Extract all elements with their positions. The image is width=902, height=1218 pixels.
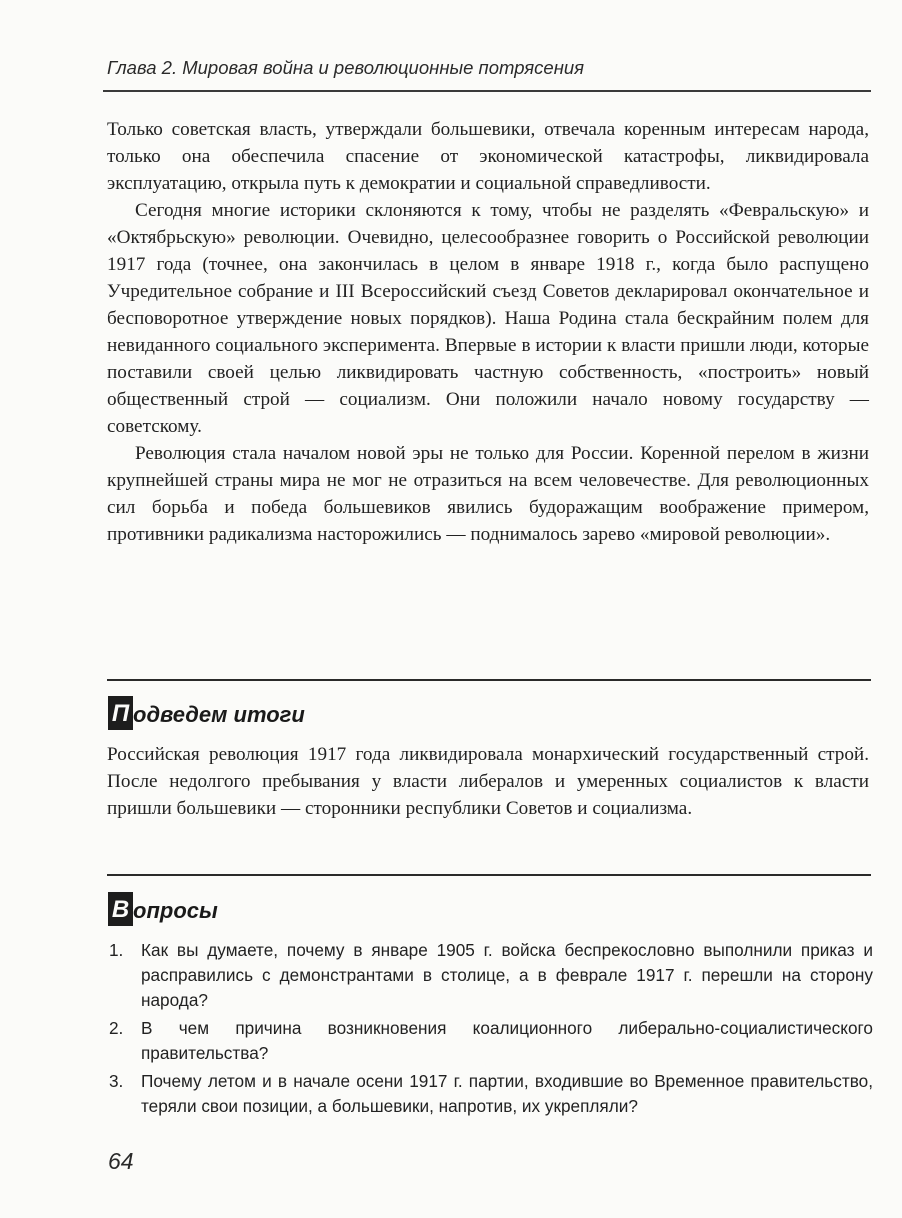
- chapter-title: Глава 2. Мировая война и революционные потрясения: [107, 57, 585, 78]
- summary-paragraph: Российская революция 1917 года ликвидировала монархический государственный строй. После недолгого пребывания у власти либералов и умеренных социалистов к власти пришли большевики — сторонники республики Советов и социализма.: [107, 744, 869, 819]
- summary-divider: [107, 679, 871, 681]
- paragraph: Только советская власть, утверждали большевики, отвечала коренным интересам народа, только она обеспечила спасение от экономической катастрофы, ликвидировала эксплуатацию, открыла путь к демократии и социальной справедливости.: [107, 119, 869, 194]
- question-number: 1.: [109, 940, 124, 960]
- summary-heading-initial: П: [108, 696, 133, 730]
- question-number: 3.: [109, 1071, 124, 1091]
- questions-heading-text: опросы: [133, 898, 218, 923]
- questions-list: [109, 938, 873, 1122]
- header-divider: [103, 90, 871, 92]
- questions-heading-initial: В: [108, 892, 133, 926]
- question-item: [109, 1069, 873, 1119]
- paragraph: Сегодня многие историки склоняются к тому, чтобы не разделять «Февральскую» и «Октябрьскую» революции. Очевидно, целесообразнее говорить о Российской революции 1917 года (точнее, она закончилась в целом в январе 1918 г., когда было распущено Учредительное собрание и III Всероссийский съезд Советов декларировал окончательное и бесповоротное утверждение новых порядков). Наша Родина стала бескрайним полем для невиданного социального эксперимента. Впервые в истории к власти пришли люди, которые поставили своей целью ликвидировать частную собственность, «построить» новый общественный строй — социализм. Они положили начало новому государству — советскому.: [107, 200, 869, 437]
- question-item: [109, 938, 873, 1013]
- question-item: [109, 1016, 873, 1066]
- questions-divider: [107, 874, 871, 876]
- question-text: Почему летом и в начале осени 1917 г. партии, входившие во Временное правительство, теряли свои позиции, а большевики, напротив, их укрепляли?: [141, 1071, 873, 1116]
- summary-heading: [108, 696, 305, 730]
- question-number: 2.: [109, 1018, 124, 1038]
- question-text: В чем причина возникновения коалиционного либерально-социалистического правительства?: [141, 1018, 873, 1063]
- summary-heading-text: одведем итоги: [133, 702, 305, 727]
- questions-heading: [108, 892, 218, 926]
- summary-text: [107, 741, 869, 822]
- paragraph: Революция стала началом новой эры не только для России. Коренной перелом в жизни крупнейшей страны мира не мог не отразиться на всем человечестве. Для революционных сил борьба и победа большевиков явились будоражащим воображение примером, противники радикализма насторожились — поднималось зарево «мировой революции».: [107, 443, 869, 545]
- question-text: Как вы думаете, почему в январе 1905 г. войска беспрекословно выполнили приказ и расправились с демонстрантами в столице, а в феврале 1917 г. перешли на сторону народа?: [141, 940, 873, 1010]
- page-number: 64: [108, 1148, 134, 1174]
- main-text: [107, 116, 869, 548]
